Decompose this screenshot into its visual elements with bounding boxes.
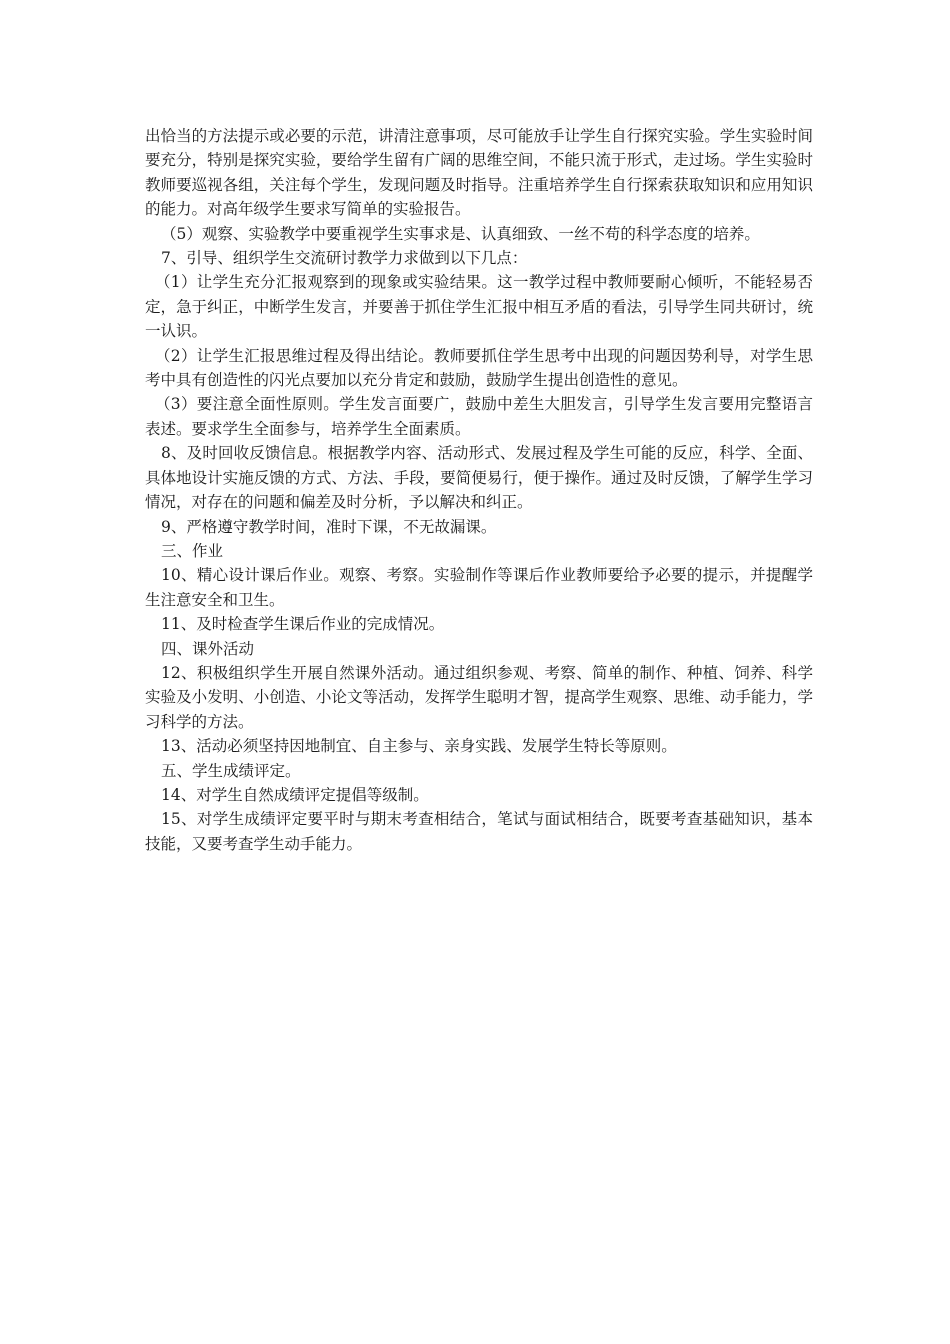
paragraph-section-13: 13、活动必须坚持因地制宜、自主参与、亲身实践、发展学生特长等原则。 (161, 737, 677, 756)
document-body (145, 124, 813, 856)
heading-grading: 五、学生成绩评定。 (161, 761, 301, 780)
paragraph-item-3: （3）要注意全面性原则。学生发言面要广，鼓励中差生大胆发言，引导学生发言要用完整语言表述。要求学生全面参与，培养学生全面素质。 (145, 395, 813, 438)
paragraph-item-2: （2）让学生汇报思维过程及得出结论。教师要抓住学生思考中出现的问题因势利导，对学生思考中具有创造性的闪光点要加以充分肯定和鼓励，鼓励学生提出创造性的意见。 (145, 346, 813, 390)
paragraph-section-10: 10、精心设计课后作业。观察、考察。实验制作等课后作业教师要给予必要的提示，并提醒学生注意安全和卫生。 (145, 566, 813, 609)
paragraph-item-5: （5）观察、实验教学中要重视学生实事求是、认真细致、一丝不苟的科学态度的培养。 (161, 224, 760, 243)
paragraph-section-15: 15、对学生成绩评定要平时与期末考查相结合，笔试与面试相结合，既要考查基础知识，基本技能，又要考查学生动手能力。 (145, 810, 813, 853)
paragraph-section-11: 11、及时检查学生课后作业的完成情况。 (161, 615, 445, 634)
paragraph-item-1: （1）让学生充分汇报观察到的现象或实验结果。这一教学过程中教师要耐心倾听，不能轻易否定，急于纠正，中断学生发言，并要善于抓住学生汇报中相互矛盾的看法，引导学生同共研讨，统一认识。 (145, 273, 813, 341)
paragraph-section-8: 8、及时回收反馈信息。根据教学内容、活动形式、发展过程及学生可能的反应，科学、全面、具体地设计实施反馈的方式、方法、手段，要简便易行，便于操作。通过及时反馈，了解学生学习情况，对存在的问题和偏差及时分析，予以解决和纠正。 (145, 444, 813, 512)
paragraph-continuation: 出恰当的方法提示或必要的示范，讲清注意事项，尽可能放手让学生自行探究实验。学生实验时间要充分，特别是探究实验，要给学生留有广阔的思维空间，不能只流于形式，走过场。学生实验时教师要巡视各组，关注每个学生，发现问题及时指导。注重培养学生自行探索获取知识和应用知识的能力。对高年级学生要求写简单的实验报告。 (145, 127, 813, 219)
heading-homework: 三、作业 (161, 541, 224, 560)
paragraph-section-12: 12、积极组织学生开展自然课外活动。通过组织参观、考察、简单的制作、种植、饲养、科学实验及小发明、小创造、小论文等活动，发挥学生聪明才智，提高学生观察、思维、动手能力，学习科学的方法。 (145, 663, 813, 731)
paragraph-section-7: 7、引导、组织学生交流研讨教学力求做到以下几点： (161, 249, 528, 268)
paragraph-section-14: 14、对学生自然成绩评定提倡等级制。 (161, 785, 429, 804)
heading-extracurricular: 四、课外活动 (161, 639, 255, 658)
paragraph-section-9: 9、严格遵守教学时间，准时下课，不无故漏课。 (161, 517, 497, 536)
